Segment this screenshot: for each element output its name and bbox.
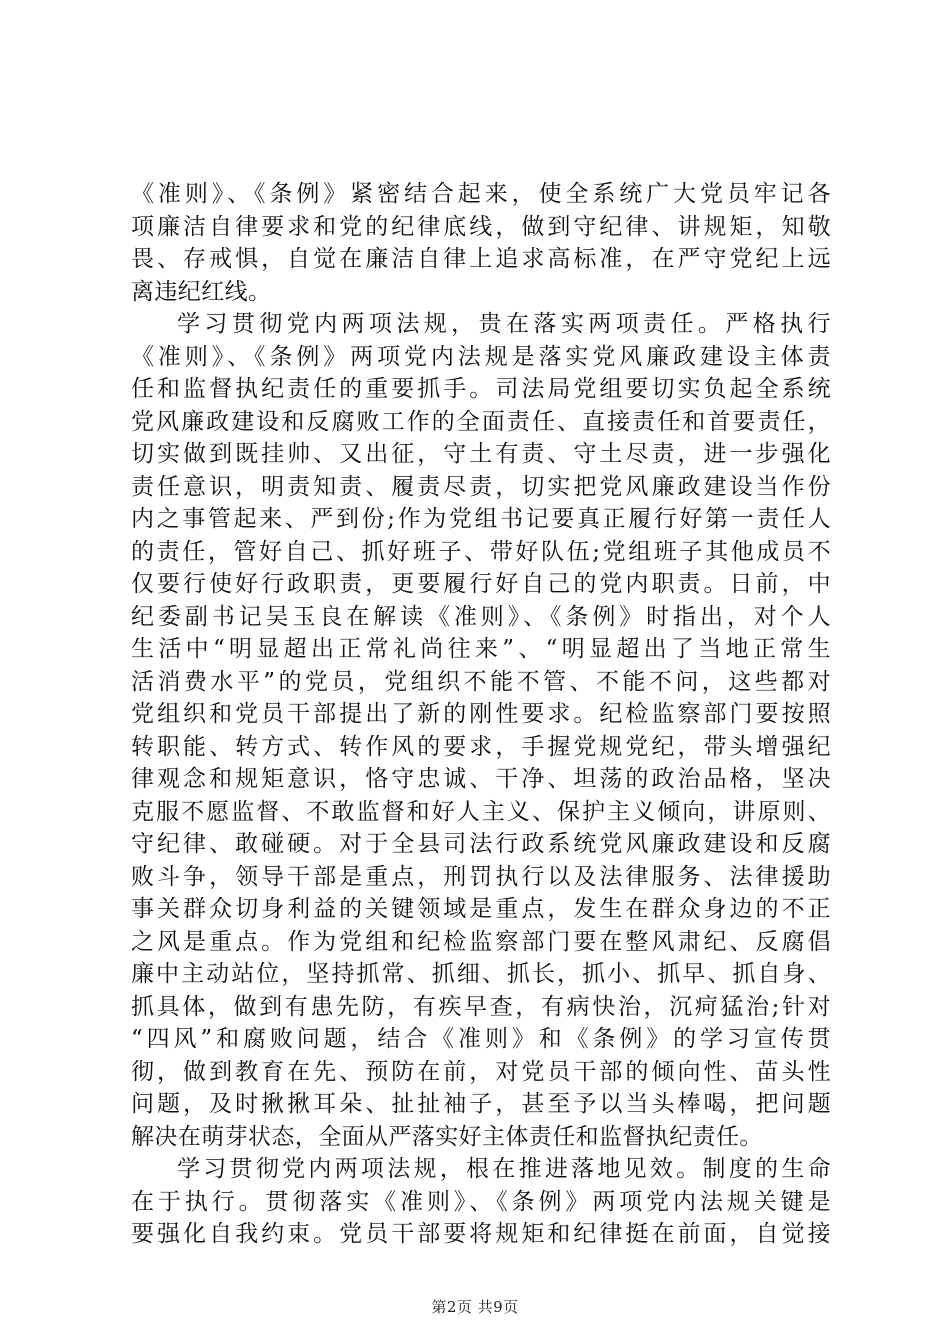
- text-line: 仅要行使好行政职责，更要履行好自己的党内职责。日前，中: [131, 571, 831, 597]
- text-line: 生活中“明显超出正常礼尚往来”、“明显超出了当地正常生: [131, 636, 831, 662]
- paragraph: [131, 178, 831, 308]
- text-line: 畏、存戒惧，自觉在廉洁自律上追求高标准，在严守党纪上远: [131, 246, 831, 272]
- text-line: 项廉洁自律要求和党的纪律底线，做到守纪律、讲规矩，知敬: [131, 213, 831, 240]
- text-line: 的责任，管好自己、抓好班子、带好队伍;党组班子其他成员不: [131, 538, 831, 565]
- text-line: 彻，做到教育在先、预防在前，对党员干部的倾向性、苗头性: [131, 1058, 831, 1085]
- text-line: 学习贯彻党内两项法规，贵在落实两项责任。严格执行: [177, 311, 831, 337]
- text-line: “四风”和腐败问题，结合《准则》和《条例》的学习宣传贯: [131, 1026, 831, 1052]
- text-line: 守纪律、敢碰硬。对于全县司法行政系统党风廉政建设和反腐: [131, 831, 831, 857]
- text-line: 党组织和党员干部提出了新的刚性要求。纪检监察部门要按照: [131, 701, 831, 727]
- text-line: 要强化自我约束。党员干部要将规矩和纪律挺在前面，自觉接: [131, 1221, 831, 1247]
- text-line: 学习贯彻党内两项法规，根在推进落地见效。制度的生命: [177, 1156, 831, 1182]
- text-line: 《准则》、《条例》两项党内法规是落实党风廉政建设主体责: [131, 343, 831, 370]
- text-line: 抓具体，做到有患先防，有疾早查，有病快治，沉疴猛治;针对: [131, 993, 831, 1020]
- text-line: 律观念和规矩意识，恪守忠诚、干净、坦荡的政治品格，坚决: [131, 766, 831, 792]
- text-line: 《准则》、《条例》紧密结合起来，使全系统广大党员牢记各: [131, 181, 831, 207]
- text-line: 内之事管起来、严到份;作为党组书记要真正履行好第一责任人: [131, 506, 831, 532]
- text-line: 转职能、转方式、转作风的要求，手握党规党纪，带头增强纪: [131, 733, 831, 760]
- paragraph: [131, 308, 831, 1153]
- text-line: 问题，及时揪揪耳朵、扯扯袖子，甚至予以当头棒喝，把问题: [131, 1091, 831, 1117]
- text-line: 解决在萌芽状态，全面从严落实好主体责任和监督执纪责任。: [131, 1123, 763, 1150]
- text-line: 之风是重点。作为党组和纪检监察部门要在整风肃纪、反腐倡: [131, 928, 831, 955]
- text-line: 克服不愿监督、不敢监督和好人主义、保护主义倾向，讲原则、: [131, 798, 831, 825]
- text-line: 纪委副书记吴玉良在解读《准则》、《条例》时指出，对个人: [131, 603, 831, 630]
- paragraph: [131, 1153, 831, 1251]
- body-text: [131, 178, 831, 1251]
- text-line: 任和监督执纪责任的重要抓手。司法局党组要切实负起全系统: [131, 376, 831, 402]
- text-line: 责任意识，明责知责、履责尽责，切实把党风廉政建设当作份: [131, 473, 831, 500]
- text-line: 败斗争，领导干部是重点，刑罚执行以及法律服务、法律援助: [131, 863, 831, 890]
- text-line: 事关群众切身利益的关键领域是重点，发生在群众身边的不正: [131, 896, 831, 922]
- text-line: 在于执行。贯彻落实《准则》、《条例》两项党内法规关键是: [131, 1188, 831, 1215]
- text-line: 切实做到既挂帅、又出征，守土有责、守土尽责，进一步强化: [131, 441, 831, 467]
- text-line: 活消费水平”的党员，党组织不能不管、不能不问，这些都对: [131, 668, 831, 695]
- text-line: 党风廉政建设和反腐败工作的全面责任、直接责任和首要责任，: [131, 408, 831, 435]
- text-line: 廉中主动站位，坚持抓常、抓细、抓长，抓小、抓早、抓自身、: [131, 961, 831, 987]
- page-number-footer: 第2页 共9页: [431, 1298, 519, 1316]
- text-line: 离违纪红线。: [131, 278, 272, 305]
